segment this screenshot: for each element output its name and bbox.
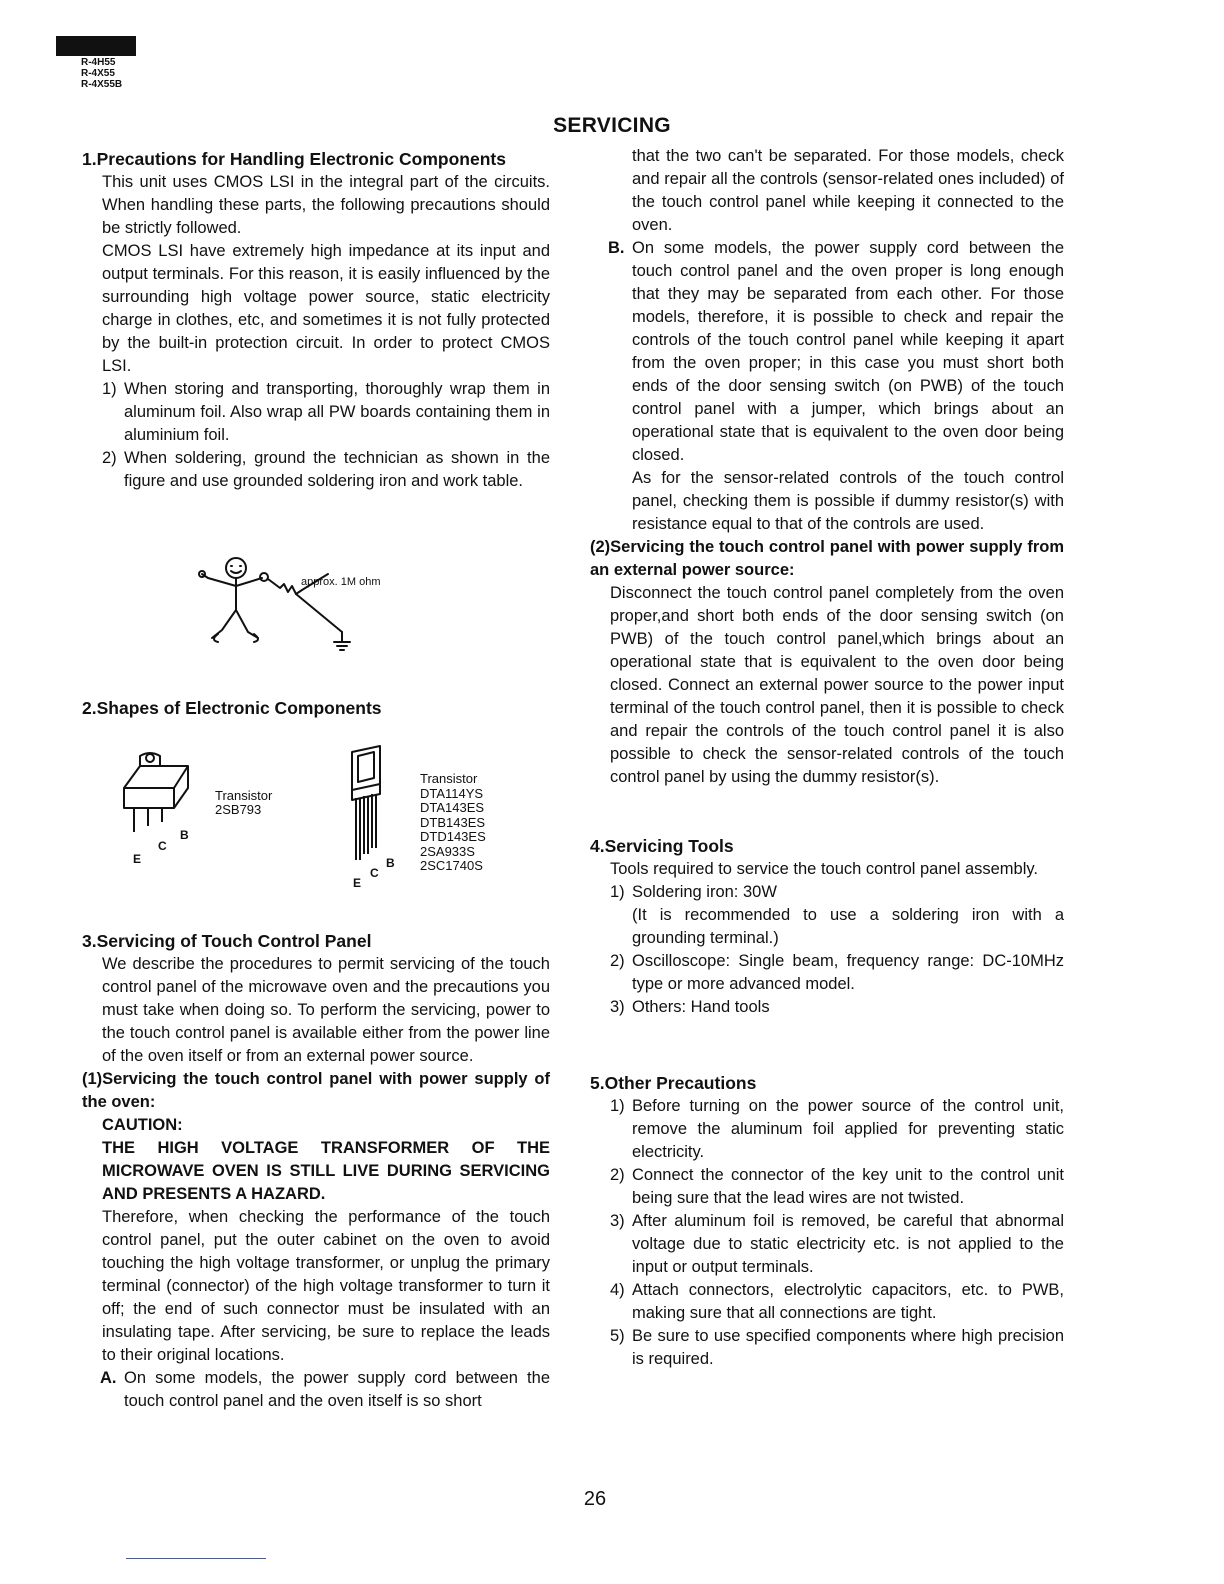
- section-heading: 5.Other Precautions: [590, 1073, 757, 1093]
- header-black-tab: [56, 36, 136, 56]
- section-precautions: [82, 148, 550, 493]
- item-text: Be sure to use specified components where high precision is required.: [632, 1327, 1064, 1368]
- item-number: 1): [102, 380, 117, 398]
- pin-label-e: E: [353, 876, 362, 890]
- section-other-precautions: [590, 1072, 1064, 1371]
- caution-label: CAUTION:: [102, 1116, 183, 1134]
- paragraph: This unit uses CMOS LSI in the integral part of the circuits. When handling these parts, the following precautions should be strictly followed.: [102, 173, 550, 237]
- item-number: 3): [610, 1212, 625, 1230]
- paragraph: We describe the procedures to permit servicing of the touch control panel of the microwave oven and the precautions you must take when doing so. To perform the servicing, power to the touch control panel is available either from the power line of the oven itself or from an external power source.: [102, 955, 550, 1065]
- item-text: When soldering, ground the technician as shown in the figure and use grounded soldering iron and work table.: [124, 449, 550, 490]
- component-part: DTB143ES: [420, 814, 486, 830]
- component-part: 2SC1740S: [420, 858, 483, 873]
- item-text: Connect the connector of the key unit to the control unit being sure that the lead wires are not twisted.: [632, 1166, 1064, 1207]
- paragraph: Disconnect the touch control panel completely from the oven proper,and short both ends of the door sensing switch (on PWB) of the touch control panel,which brings about an operational state that is equivalent to the oven door being closed. Connect an external power source to the power input terminal of the touch control panel, then it is possible to check and repair the controls of the touch control panel it is also possible to check the sensor-related controls of the touch control panel by using the dummy resistor(s).: [610, 584, 1064, 786]
- paragraph: CMOS LSI have extremely high impedance at its input and output terminals. For this reason, it is easily influenced by the surrounding high voltage power source, static electricity charge in clothes, etc, and sometimes it is not fully protected by the built-in protection circuit. In order to protect CMOS LSI.: [102, 242, 550, 375]
- item-number: 5): [610, 1327, 625, 1345]
- list-item: [82, 1367, 550, 1413]
- item-letter: B.: [608, 239, 625, 257]
- subsection-heading: (1)Servicing the touch control panel with power supply of the oven:: [82, 1070, 550, 1111]
- list-item: [590, 950, 1064, 996]
- item-text: (It is recommended to use a soldering iron with a grounding terminal.): [632, 906, 1064, 947]
- item-text: Attach connectors, electrolytic capacitors, etc. to PWB, making sure that all connections are tight.: [632, 1281, 1064, 1322]
- component-part: DTD143ES: [420, 829, 486, 844]
- list-item: [590, 1164, 1064, 1210]
- paragraph: Therefore, when checking the performance of the touch control panel, put the outer cabinet on the oven to avoid touching the high voltage transformer, or unplug the primary terminal (connector) of the high voltage transformer to turn it off; the end of such connector must be insulated with an insulating tape. After servicing, be sure to replace the leads to their original locations.: [102, 1208, 550, 1364]
- paragraph: Tools required to service the touch control panel assembly.: [610, 860, 1039, 878]
- pin-label-b: B: [386, 856, 395, 870]
- component-title: Transistor: [215, 788, 273, 803]
- item-text: After aluminum foil is removed, be careful that abnormal voltage due to static electricity etc. is not applied to the input or output terminals.: [632, 1212, 1064, 1276]
- transistor-to92-icon: [340, 742, 400, 872]
- model-list: [81, 57, 122, 90]
- page-number: 26: [583, 1488, 607, 1510]
- list-item: [590, 237, 1064, 467]
- list-item: [590, 1279, 1064, 1325]
- item-number: 3): [610, 998, 625, 1016]
- component-part: DTA143ES: [420, 800, 485, 815]
- item-number: 1): [610, 1097, 625, 1115]
- item-text: When storing and transporting, thoroughly wrap them in aluminum foil. Also wrap all PW boards containing them in aluminium foil.: [124, 380, 550, 444]
- item-text: Before turning on the power source of the control unit, remove the aluminum foil applied for preventing static electricity.: [632, 1097, 1064, 1161]
- component-part: 2SB793: [215, 802, 262, 817]
- pin-label-c: C: [158, 839, 167, 853]
- item-text: Oscilloscope: Single beam, frequency range: DC-10MHz type or more advanced model.: [632, 952, 1064, 993]
- item-number: 2): [610, 952, 625, 970]
- ground-symbol: [334, 632, 350, 650]
- list-item: [590, 881, 1064, 904]
- list-item: [590, 1210, 1064, 1279]
- list-item: [82, 378, 550, 447]
- caution-text: THE HIGH VOLTAGE TRANSFORMER OF THE MICROWAVE OVEN IS STILL LIVE DURING SERVICING AND PRESENTS A HAZARD.: [102, 1139, 550, 1203]
- pin-label-e: E: [133, 852, 142, 866]
- list-item: [590, 996, 1064, 1019]
- component-title: Transistor: [420, 771, 478, 786]
- item-number: 2): [610, 1166, 625, 1184]
- item-number: 1): [610, 883, 625, 901]
- model-name: R-4X55B: [81, 79, 123, 90]
- component-part: DTA114YS: [420, 785, 484, 801]
- section-touch-panel: [82, 930, 550, 1413]
- item-letter: A.: [100, 1369, 117, 1387]
- section-heading: 2.Shapes of Electronic Components: [82, 698, 382, 718]
- list-item: [590, 1095, 1064, 1164]
- item-text: On some models, the power supply cord between the touch control panel and the oven itself is so short: [124, 1369, 550, 1410]
- item-text: On some models, the power supply cord between the touch control panel and the oven proper is long enough that they may be separated from each other. For those models, therefore, it is possible to check and repair the controls of the touch control panel while keeping it apart from the oven proper; in this case you must short both ends of the door sensing switch (on PWB) of the touch control panel with a jumper, which brings about an operational state that is equivalent to the oven door being closed.: [632, 239, 1064, 464]
- model-name: R-4X55: [81, 68, 115, 79]
- item-number: 4): [610, 1281, 625, 1299]
- section-heading: 3.Servicing of Touch Control Panel: [82, 931, 372, 951]
- paragraph: As for the sensor-related controls of the touch control panel, checking them is possible if dummy resistor(s) with resistance equal to that of the controls are used.: [632, 469, 1064, 533]
- item-text: Soldering iron: 30W: [632, 883, 777, 901]
- figure-label: approx. 1M ohm: [301, 576, 381, 588]
- item-text: Others: Hand tools: [632, 998, 770, 1016]
- component-list: [420, 772, 486, 874]
- model-name: R-4H55: [81, 57, 116, 68]
- list-item: [590, 904, 1064, 950]
- item-number: 2): [102, 449, 117, 467]
- page-title: SERVICING: [553, 114, 671, 137]
- pin-label-c: C: [370, 866, 379, 880]
- pin-label-b: B: [180, 828, 189, 842]
- component-part: 2SA933S: [420, 843, 475, 859]
- section-servicing-tools: [590, 835, 1064, 1019]
- section-shapes: [82, 697, 550, 720]
- section-heading: 1.Precautions for Handling Electronic Components: [82, 149, 506, 169]
- section-heading: 4.Servicing Tools: [590, 836, 734, 856]
- list-item: [82, 447, 550, 493]
- list-item: [590, 1325, 1064, 1371]
- right-column: [590, 145, 1064, 789]
- paragraph: that the two can't be separated. For those models, check and repair all the controls (sensor-related ones included) of the touch control panel while keeping it connected to the oven.: [632, 147, 1064, 234]
- footer-divider: [126, 1558, 266, 1559]
- subsection-heading: (2)Servicing the touch control panel with power supply from an external power source:: [590, 538, 1064, 579]
- resistor-symbol: [268, 579, 302, 594]
- figure-head: [226, 558, 246, 578]
- grounding-figure: [196, 550, 416, 660]
